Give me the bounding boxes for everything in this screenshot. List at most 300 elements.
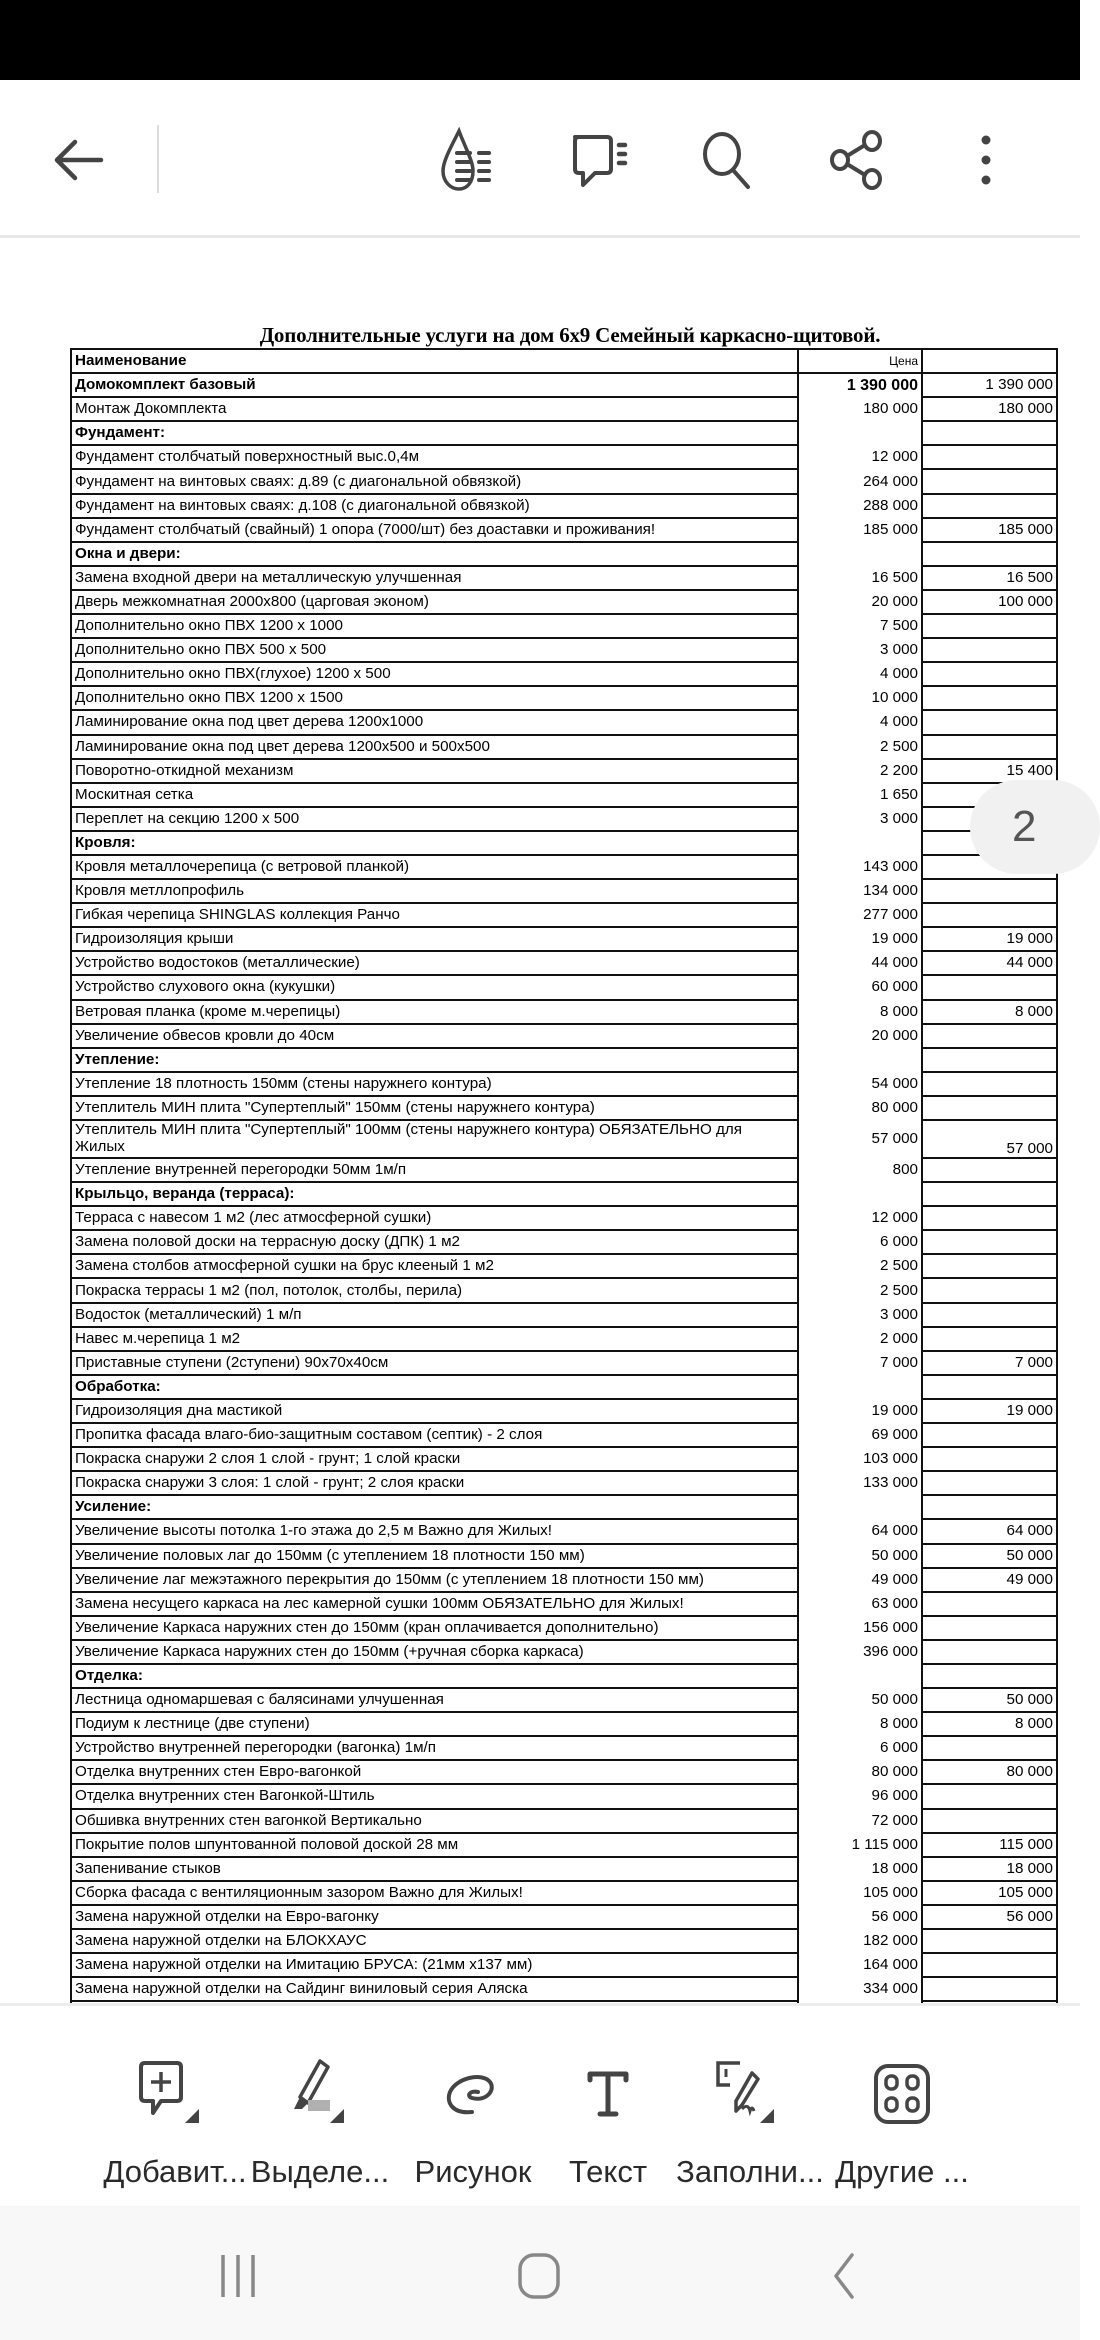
item-price: 19 000	[798, 1399, 922, 1423]
item-price: 264 000	[798, 469, 922, 493]
item-name: Устройство водостоков (металлические)	[71, 951, 798, 975]
item-total: 115 000	[922, 1833, 1057, 1857]
item-total	[922, 1616, 1057, 1640]
item-price: 7 500	[798, 614, 922, 638]
item-total: 49 000	[922, 1568, 1057, 1592]
table-row	[71, 1953, 1057, 1977]
item-total	[922, 1375, 1057, 1399]
item-name: Обшивка внутренних стен вагонкой Вертикально	[71, 1809, 798, 1833]
item-price: 6 000	[798, 1736, 922, 1760]
search-button[interactable]	[692, 124, 764, 196]
item-name: Пропитка фасада влаго-био-защитным составом (септик) - 2 слоя	[71, 1423, 798, 1447]
table-row	[71, 1736, 1057, 1760]
table-row	[71, 1688, 1057, 1712]
item-price: 3 000	[798, 1303, 922, 1327]
item-total: 8 000	[922, 1000, 1057, 1024]
table-row	[71, 662, 1057, 686]
back-arrow-icon	[51, 138, 105, 182]
item-name: Крыльцо, веранда (терраса):	[71, 1182, 798, 1206]
item-price: 2 000	[798, 1327, 922, 1351]
item-total	[922, 494, 1057, 518]
item-price	[798, 1048, 922, 1072]
item-total: 50 000	[922, 1688, 1057, 1712]
item-price: 96 000	[798, 1784, 922, 1808]
item-price: 105 000	[798, 1881, 922, 1905]
item-total: 50 000	[922, 1544, 1057, 1568]
system-navigation-bar	[0, 2206, 1080, 2340]
item-name: Кровля металлочерепица (с ветровой планкой)	[71, 855, 798, 879]
table-row	[71, 1833, 1057, 1857]
item-price: 63 000	[798, 1592, 922, 1616]
share-icon	[826, 129, 886, 191]
item-name: Усиление:	[71, 1495, 798, 1519]
item-name: Фундамент на винтовых сваях: д.108 (с диагональной обвязкой)	[71, 494, 798, 518]
item-price	[798, 421, 922, 445]
more-options-icon	[976, 130, 996, 190]
item-total: 185 000	[922, 518, 1057, 542]
item-name: Ламинирование окна под цвет дерева 1200х500 и 500х500	[71, 735, 798, 759]
item-price: 2 500	[798, 1278, 922, 1302]
section-header-row	[71, 831, 1057, 855]
table-row	[71, 686, 1057, 710]
item-total	[922, 1158, 1057, 1182]
item-price	[798, 1495, 922, 1519]
table-row	[71, 1881, 1057, 1905]
item-price: 396 000	[798, 1640, 922, 1664]
item-price: 2 200	[798, 759, 922, 783]
table-row	[71, 1327, 1057, 1351]
table-row	[71, 1519, 1057, 1543]
table-row	[71, 951, 1057, 975]
item-name: Окна и двери:	[71, 542, 798, 566]
item-name: Сборка фасада с вентиляционным зазором Важно для Жилых!	[71, 1881, 798, 1905]
table-row	[71, 1857, 1057, 1881]
item-price: 64 000	[798, 1519, 922, 1543]
item-total: 1 390 000	[922, 373, 1057, 397]
tool-label: Заполни...	[676, 2154, 824, 2189]
comments-list-icon	[567, 127, 633, 193]
item-price: 80 000	[798, 1096, 922, 1120]
item-price: 133 000	[798, 1471, 922, 1495]
table-row	[71, 373, 1057, 397]
item-name: Ламинирование окна под цвет дерева 1200х1000	[71, 710, 798, 734]
item-name: Гидроизоляция дна мастикой	[71, 1399, 798, 1423]
item-total	[922, 1182, 1057, 1206]
item-name: Приставные ступени (2ступени) 90х70х40см	[71, 1351, 798, 1375]
table-row	[71, 759, 1057, 783]
document-viewport[interactable]	[0, 241, 1080, 2003]
status-bar	[0, 0, 1080, 80]
item-name: Увеличение Каркаса наружних стен до 150мм (кран оплачивается дополнительно)	[71, 1616, 798, 1640]
item-name: Фундамент столбчатый (свайный) 1 опора (7000/шт) без доаставки и проживания!	[71, 518, 798, 542]
table-row	[71, 903, 1057, 927]
table-row	[71, 1096, 1057, 1120]
item-price: 164 000	[798, 1953, 922, 1977]
table-row	[71, 590, 1057, 614]
table-row	[71, 1230, 1057, 1254]
item-price: 8 000	[798, 1000, 922, 1024]
item-name: Отделка внутренних стен Вагонкой-Штиль	[71, 1784, 798, 1808]
document-title: Дополнительные услуги на дом 6х9 Семейный каркасно-щитовой.	[259, 323, 881, 347]
text-icon	[578, 2064, 638, 2124]
item-name: Устройство слухового окна (кукушки)	[71, 975, 798, 999]
item-price: 72 000	[798, 1809, 922, 1833]
item-price: 143 000	[798, 855, 922, 879]
table-row	[71, 1254, 1057, 1278]
item-total: 64 000	[922, 1519, 1057, 1543]
table-row	[71, 518, 1057, 542]
item-total: 18 000	[922, 1857, 1057, 1881]
item-price: 80 000	[798, 1760, 922, 1784]
table-row	[71, 1905, 1057, 1929]
item-total	[922, 1809, 1057, 1833]
reading-mode-icon	[437, 127, 503, 193]
item-name: Поворотно-откидной механизм	[71, 759, 798, 783]
section-header-row	[71, 1182, 1057, 1206]
item-price: 800	[798, 1158, 922, 1182]
table-row	[71, 710, 1057, 734]
item-total	[922, 542, 1057, 566]
table-row	[71, 1977, 1057, 2001]
table-row	[71, 1000, 1057, 1024]
item-total	[922, 1254, 1057, 1278]
table-row	[71, 1784, 1057, 1808]
item-total	[922, 1929, 1057, 1953]
table-row	[71, 807, 1057, 831]
table-row	[71, 783, 1057, 807]
item-total	[922, 1736, 1057, 1760]
table-row	[71, 445, 1057, 469]
table-row	[71, 614, 1057, 638]
reading-mode-button[interactable]	[434, 124, 506, 196]
item-name: Кровля:	[71, 831, 798, 855]
table-row	[71, 1592, 1057, 1616]
table-row	[71, 879, 1057, 903]
item-name: Устройство внутренней перегородки (вагонка) 1м/п	[71, 1736, 798, 1760]
item-total: 7 000	[922, 1351, 1057, 1375]
item-total: 100 000	[922, 590, 1057, 614]
recent-apps-icon	[213, 2251, 263, 2301]
item-price: 60 000	[798, 975, 922, 999]
item-total	[922, 662, 1057, 686]
home-icon	[514, 2251, 564, 2301]
table-row	[71, 1640, 1057, 1664]
table-row	[71, 855, 1057, 879]
item-name: Утепление:	[71, 1048, 798, 1072]
item-name: Покраска снаружи 2 слоя 1 слой - грунт; 1 слой краски	[71, 1447, 798, 1471]
item-price: 57 000	[798, 1120, 922, 1158]
item-name: Замена наружной отделки на Евро-вагонку	[71, 1905, 798, 1929]
item-total: 19 000	[922, 1399, 1057, 1423]
item-name: Обработка:	[71, 1375, 798, 1399]
item-name: Утеплитель МИН плита "Супертеплый" 150мм (стены наружнего контура)	[71, 1096, 798, 1120]
share-button[interactable]	[820, 124, 892, 196]
item-price: 4 000	[798, 710, 922, 734]
column-header-name: Наименование	[71, 349, 798, 373]
table-row	[71, 1809, 1057, 1833]
item-price: 69 000	[798, 1423, 922, 1447]
item-name: Увеличение высоты потолка 1-го этажа до 2,5 м Важно для Жилых!	[71, 1519, 798, 1543]
table-row	[71, 1120, 1057, 1158]
table-row	[71, 1616, 1057, 1640]
item-price: 20 000	[798, 1024, 922, 1048]
item-total	[922, 1977, 1057, 2001]
item-total	[922, 686, 1057, 710]
tool-label: Другие ...	[835, 2154, 969, 2189]
item-name: Замена несущего каркаса на лес камерной сушки 100мм ОБЯЗАТЕЛЬНО для Жилых!	[71, 1592, 798, 1616]
item-total	[922, 1592, 1057, 1616]
item-total: 105 000	[922, 1881, 1057, 1905]
table-header-row	[71, 349, 1057, 373]
item-price: 3 000	[798, 807, 922, 831]
item-price: 103 000	[798, 1447, 922, 1471]
section-header-row	[71, 1664, 1057, 1688]
tool-label: Выделе...	[250, 2154, 390, 2189]
tool-label: Рисунок	[414, 2154, 532, 2189]
fill-sign-icon	[710, 2059, 790, 2129]
highlighter-icon	[280, 2059, 360, 2129]
item-price: 16 500	[798, 566, 922, 590]
item-price: 6 000	[798, 1230, 922, 1254]
item-price: 19 000	[798, 927, 922, 951]
item-total	[922, 1784, 1057, 1808]
item-price	[798, 831, 922, 855]
item-total	[922, 1447, 1057, 1471]
item-total	[922, 879, 1057, 903]
table-row	[71, 1024, 1057, 1048]
table-row	[71, 735, 1057, 759]
item-price: 1 390 000	[798, 373, 922, 397]
table-row	[71, 1544, 1057, 1568]
item-price: 3 000	[798, 638, 922, 662]
item-name: Замена наружной отделки на БЛОКХАУС	[71, 1929, 798, 1953]
table-row	[71, 927, 1057, 951]
item-name: Дополнительно окно ПВХ 1200 х 1500	[71, 686, 798, 710]
table-row	[71, 1929, 1057, 1953]
item-total	[922, 1278, 1057, 1302]
section-header-row	[71, 1048, 1057, 1072]
item-name: Увеличение половых лаг до 150мм (с утеплением 18 плотности 150 мм)	[71, 1544, 798, 1568]
item-price	[798, 1664, 922, 1688]
more-tools-icon	[870, 2062, 934, 2126]
table-row	[71, 1351, 1057, 1375]
item-total	[922, 1024, 1057, 1048]
back-button[interactable]	[42, 124, 114, 196]
table-row	[71, 1072, 1057, 1096]
item-name: Дополнительно окно ПВХ(глухое) 1200 х 500	[71, 662, 798, 686]
item-price: 156 000	[798, 1616, 922, 1640]
item-total: 15 400	[922, 759, 1057, 783]
item-name: Кровля метллопрофиль	[71, 879, 798, 903]
table-row	[71, 397, 1057, 421]
recent-apps-button[interactable]	[193, 2236, 283, 2316]
item-name: Замена входной двери на металлическую улучшенная	[71, 566, 798, 590]
item-total	[922, 1048, 1057, 1072]
add-comment-icon	[135, 2059, 215, 2129]
page-number-badge: 2	[970, 780, 1100, 874]
column-header-total	[922, 349, 1057, 373]
item-price: 2 500	[798, 1254, 922, 1278]
item-total	[922, 1206, 1057, 1230]
item-total: 180 000	[922, 397, 1057, 421]
item-name: Утеплитель МИН плита "Супертеплый" 100мм (стены наружнего контура) ОБЯЗАТЕЛЬНО для Жилых	[71, 1120, 798, 1158]
item-price	[798, 1182, 922, 1206]
item-name: Дверь межкомнатная 2000х800 (царговая эконом)	[71, 590, 798, 614]
item-name: Фундамент на винтовых сваях: д.89 (с диагональной обвязкой)	[71, 469, 798, 493]
item-name: Переплет на секцию 1200 х 500	[71, 807, 798, 831]
item-name: Фундамент:	[71, 421, 798, 445]
item-price: 50 000	[798, 1688, 922, 1712]
item-price: 49 000	[798, 1568, 922, 1592]
item-name: Подиум к лестнице (две ступени)	[71, 1712, 798, 1736]
item-total	[922, 1327, 1057, 1351]
item-price: 2 500	[798, 735, 922, 759]
table-row	[71, 1471, 1057, 1495]
item-name: Лестница одномаршевая с балясинами улчушенная	[71, 1688, 798, 1712]
more-tools[interactable]	[817, 2006, 987, 2209]
item-price: 182 000	[798, 1929, 922, 1953]
item-price: 20 000	[798, 590, 922, 614]
item-total: 16 500	[922, 566, 1057, 590]
table-row	[71, 1278, 1057, 1302]
item-name: Увеличение лаг межэтажного перекрытия до 150мм (с утеплением 18 плотности 150 мм)	[71, 1568, 798, 1592]
item-total	[922, 1303, 1057, 1327]
tool-label: Текст	[568, 2154, 648, 2189]
item-name: Замена наружной отделки на Имитацию БРУСА: (21мм х137 мм)	[71, 1953, 798, 1977]
item-name: Замена столбов атмосферной сушки на брус клееный 1 м2	[71, 1254, 798, 1278]
item-price: 1 115 000	[798, 1833, 922, 1857]
section-header-row	[71, 1495, 1057, 1519]
system-back-button[interactable]	[798, 2236, 888, 2316]
item-price: 288 000	[798, 494, 922, 518]
item-total	[922, 1664, 1057, 1688]
item-total: 56 000	[922, 1905, 1057, 1929]
item-total: 8 000	[922, 1712, 1057, 1736]
item-total: 44 000	[922, 951, 1057, 975]
item-name: Отделка внутренних стен Евро-вагонкой	[71, 1760, 798, 1784]
item-total	[922, 710, 1057, 734]
item-price: 44 000	[798, 951, 922, 975]
item-name: Утепление внутренней перегородки 50мм 1м/п	[71, 1158, 798, 1182]
draw-icon	[438, 2064, 508, 2124]
table-row	[71, 469, 1057, 493]
item-name: Увеличение Каркаса наружних стен до 150мм (+ручная сборка каркаса)	[71, 1640, 798, 1664]
item-total	[922, 735, 1057, 759]
item-total: 19 000	[922, 927, 1057, 951]
section-header-row	[71, 542, 1057, 566]
item-name: Гибкая черепица SHINGLAS коллекция Ранчо	[71, 903, 798, 927]
item-price: 334 000	[798, 1977, 922, 2001]
item-price: 12 000	[798, 1206, 922, 1230]
item-name: Фундамент столбчатый поверхностный выс.0,4м	[71, 445, 798, 469]
item-total	[922, 903, 1057, 927]
table-row	[71, 1206, 1057, 1230]
item-name: Отделка:	[71, 1664, 798, 1688]
item-price: 4 000	[798, 662, 922, 686]
item-price: 134 000	[798, 879, 922, 903]
item-total	[922, 1953, 1057, 1977]
back-icon	[818, 2251, 868, 2301]
item-price: 7 000	[798, 1351, 922, 1375]
item-price	[798, 542, 922, 566]
home-button[interactable]	[494, 2236, 584, 2316]
item-total: 80 000	[922, 1760, 1057, 1784]
table-row	[71, 1760, 1057, 1784]
comments-button[interactable]	[564, 124, 636, 196]
item-total	[922, 638, 1057, 662]
table-row	[71, 1447, 1057, 1471]
price-table	[70, 348, 1058, 2026]
item-total	[922, 469, 1057, 493]
item-name: Запенивание стыков	[71, 1857, 798, 1881]
app-bar	[0, 80, 1080, 238]
tool-label: Добавит...	[103, 2154, 247, 2189]
item-total	[922, 1230, 1057, 1254]
item-total	[922, 445, 1057, 469]
item-total	[922, 1640, 1057, 1664]
table-row	[71, 1158, 1057, 1182]
item-price: 56 000	[798, 1905, 922, 1929]
fill-sign-tool[interactable]	[665, 2006, 835, 2209]
item-name: Гидроизоляция крыши	[71, 927, 798, 951]
item-name: Москитная сетка	[71, 783, 798, 807]
item-name: Навес м.черепица 1 м2	[71, 1327, 798, 1351]
more-options-button[interactable]	[950, 124, 1022, 196]
item-price	[798, 1375, 922, 1399]
item-total	[922, 1471, 1057, 1495]
item-name: Утепление 18 плотность 150мм (стены наружнего контура)	[71, 1072, 798, 1096]
table-row	[71, 1712, 1057, 1736]
item-name: Покраска террасы 1 м2 (пол, потолок, столбы, перила)	[71, 1278, 798, 1302]
annotation-toolbar	[0, 2003, 1080, 2206]
item-name: Замена наружной отделки на Сайдинг виниловый серия Аляска	[71, 1977, 798, 2001]
item-price: 8 000	[798, 1712, 922, 1736]
item-name: Домокомплект базовый	[71, 373, 798, 397]
table-row	[71, 566, 1057, 590]
table-row	[71, 494, 1057, 518]
item-total	[922, 614, 1057, 638]
item-name: Монтаж Докомплекта	[71, 397, 798, 421]
table-row	[71, 1568, 1057, 1592]
item-name: Дополнительно окно ПВХ 500 х 500	[71, 638, 798, 662]
column-header-price: Цена	[798, 349, 922, 373]
table-row	[71, 638, 1057, 662]
item-name: Дополнительно окно ПВХ 1200 х 1000	[71, 614, 798, 638]
item-price: 12 000	[798, 445, 922, 469]
item-total	[922, 1495, 1057, 1519]
table-row	[71, 1303, 1057, 1327]
item-total	[922, 1096, 1057, 1120]
item-price: 18 000	[798, 1857, 922, 1881]
item-name: Терраса с навесом 1 м2 (лес атмосферной сушки)	[71, 1206, 798, 1230]
search-icon	[698, 130, 758, 190]
item-price: 10 000	[798, 686, 922, 710]
item-price: 54 000	[798, 1072, 922, 1096]
item-total	[922, 1423, 1057, 1447]
item-name: Ветровая планка (кроме м.черепицы)	[71, 1000, 798, 1024]
item-total	[922, 975, 1057, 999]
table-row	[71, 975, 1057, 999]
section-header-row	[71, 1375, 1057, 1399]
item-name: Покраска снаружи 3 слоя: 1 слой - грунт; 2 слоя краски	[71, 1471, 798, 1495]
item-total: 57 000	[922, 1120, 1057, 1158]
item-total	[922, 1072, 1057, 1096]
item-name: Покрытие полов шпунтованной половой доской 28 мм	[71, 1833, 798, 1857]
item-name: Замена половой доски на террасную доску (ДПК) 1 м2	[71, 1230, 798, 1254]
item-price: 277 000	[798, 903, 922, 927]
highlight-tool[interactable]	[235, 2006, 405, 2209]
item-price: 50 000	[798, 1544, 922, 1568]
